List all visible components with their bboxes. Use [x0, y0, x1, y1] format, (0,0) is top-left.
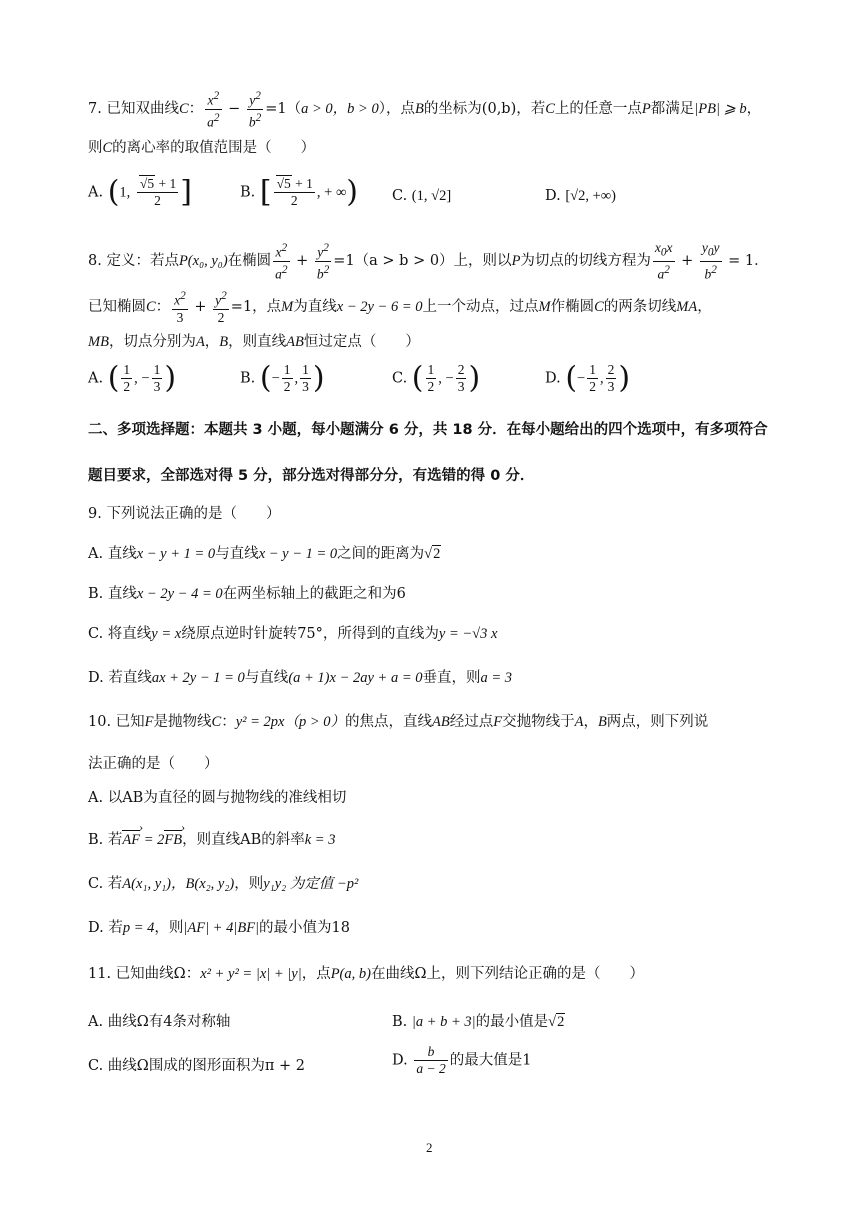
q8-line3: MB，切点分别为A，B，则直线AB恒过定点（ ）: [88, 334, 420, 350]
q7-option-c: [392, 188, 451, 205]
q7-opt-b-label: B.: [240, 184, 256, 201]
q8-line2-eq: x − 2y − 6 = 0: [336, 298, 423, 315]
q9-b-end: 在两坐标轴上的截距之和为6: [222, 586, 406, 602]
q8-line2-end2: 的两条切线: [603, 298, 677, 315]
section2-heading-line2: 题目要求，全部选对得 5 分，部分选对得部分分，有选错的得 0 分．: [88, 468, 535, 484]
q7-option-a: A. (1, $\frac{√5 + 1}{2}$ ]: [88, 174, 192, 210]
q7-anypoint: 上的任意一点: [554, 101, 642, 117]
q7-opt-d-val: [√2, +∞): [565, 188, 616, 204]
q8-option-a: A. ( $\frac{1}{2}$ , − $\frac{1}{3}$ ): [88, 360, 177, 396]
q10-b-mid: ，则直线AB的斜率: [182, 832, 305, 848]
q10-prefix2: 是抛物线: [153, 714, 212, 730]
q11-b-expr: |a + b + 3|: [411, 1014, 476, 1030]
q9-c-mid: 绕原点逆时针旋转75°，所得到的直线为: [181, 626, 439, 642]
q7-satisfies: 都满足: [650, 101, 695, 117]
q7-ineq: |PB| ⩾ b: [694, 101, 747, 117]
q8-line2-end: 作椭圆: [550, 298, 595, 315]
q10-line1: 10. 已知F是抛物线C：y² = 2px（p > 0）的焦点，直线AB经过点F交抛物线于A，B两点，则下列说: [88, 714, 709, 730]
q11-option-a: A. 曲线Ω有4条对称轴: [88, 1014, 231, 1030]
q10-mid3: 交抛物线于: [502, 714, 575, 730]
q7-option-b: B. [ $\frac{√5 + 1}{2}$ , + ∞): [240, 174, 358, 210]
q11-option-c: C. 曲线Ω围成的图形面积为π + 2: [88, 1058, 305, 1074]
q10-d-pre: D. 若: [88, 920, 123, 936]
q11-line1: [88, 962, 644, 983]
q10-mid: 的焦点，直线: [345, 714, 432, 730]
q10-d-expr: |AF| + 4|BF|: [183, 920, 260, 936]
q11-mid: ，点: [301, 966, 331, 982]
q8-line2: 已知椭圆C： $\frac{x^2}{3}$ + $\frac{y^2}{2}$ =1，点M为直线x − 2y − 6 = 0上一个动点，过点M作椭圆C的两条切线MA，: [88, 290, 712, 325]
q10-d-end: 的最小值为18: [259, 920, 350, 936]
q7-opt-a-label: A.: [88, 184, 104, 201]
q11-d-end: 的最大值是1: [449, 1052, 532, 1069]
q10-c-pts: A(x₁, y₁)，B(x₂, y₂): [122, 876, 235, 892]
q9-stem: 9. 下列说法正确的是（ ）: [88, 506, 281, 522]
q10-option-b: B. 若AF › = 2FB ›，则直线AB的斜率k = 3: [88, 828, 335, 849]
q8-line2-line: 为直线: [293, 298, 337, 315]
q8-line2-mid: =1，点: [230, 298, 282, 315]
q9-c-label: C. 将直线: [88, 626, 152, 642]
q11-option-b: B. |a + b + 3|的最小值是√2: [392, 1014, 565, 1030]
q9-d-label: D. 若直线: [88, 670, 152, 686]
q10-eq: y² = 2px（p > 0）: [235, 714, 345, 730]
q8-line3c: 恒过定点（ ）: [303, 334, 420, 350]
q10-d-mid: ，则: [154, 920, 184, 936]
q8-tangent: 为切点的切线方程为: [520, 253, 651, 270]
q8-option-d: D. (− $\frac{1}{2}$ , $\frac{2}{3}$ ): [545, 360, 631, 396]
q8-line1: 8. 定义：若点P(x₀, y₀)在椭圆 $\frac{x^2}{a^2}$ + $\frac{y^2}{b^2}$ =1（a > b > 0）上，则以P为切点的切线方程为 $\frac{x_0x}{a^2}$ + $\frac{y_0y}{b^2}$ = 1．: [88, 240, 769, 282]
q10-option-d: [88, 916, 350, 937]
q9-c-eq: y = x: [151, 626, 182, 642]
q7-opt-c-val: (1, √2]: [411, 188, 452, 204]
q8-pcoord: P(x₀, y₀): [178, 253, 228, 270]
q9-d-ans: a = 3: [480, 670, 513, 686]
q10-c-pre: C. 若: [88, 876, 123, 892]
q9-a-eq1: x − y + 1 = 0: [136, 546, 216, 562]
q8-line2-prefix: 已知椭圆: [88, 298, 146, 315]
q11-d-pre: D.: [392, 1052, 408, 1069]
q7-option-d: [545, 188, 616, 205]
q7-prefix: 7. 已知双曲线: [88, 101, 179, 117]
page-number: 2: [426, 1140, 433, 1155]
q10-line2: 法正确的是（ ）: [88, 756, 219, 772]
q11-eq: x² + y² = |x| + |y|: [200, 966, 302, 982]
q9-a-mid: 与直线: [215, 546, 259, 562]
section2-heading-line1: 二、多项选择题：本题共 3 小题，每小题满分 6 分，共 18 分．在每小题给出的四个选项中，有多项符合: [88, 422, 768, 438]
q10-prefix: 10. 已知: [88, 714, 145, 730]
q9-d-eq1: ax + 2y − 1 = 0: [151, 670, 245, 686]
q11-prefix: 11. 已知曲线Ω：: [88, 966, 201, 982]
q8-prefix: 8. 定义：若点: [88, 253, 179, 270]
q7-cond: a > 0，b > 0: [301, 101, 379, 117]
q8-opt-c-label: C.: [392, 370, 408, 387]
q8-line3-text: ，切点分别为: [108, 334, 196, 350]
q7-opt-d-label: D.: [545, 188, 561, 204]
q9-d-mid: 与直线: [244, 670, 289, 686]
q7-after-cond: ），点: [378, 101, 415, 117]
q11-b-pre: B.: [392, 1014, 408, 1030]
q10-option-c: [88, 872, 358, 893]
q7-eq: =1（: [265, 101, 302, 117]
q8-opt-a-label: A.: [88, 370, 104, 387]
q10-mid2: 经过点: [449, 714, 494, 730]
q7-line2: 则C的离心率的取值范围是（ ）: [88, 140, 316, 156]
q8-opt-b-label: B.: [240, 370, 256, 387]
q11-pt: P(a, b): [330, 966, 371, 982]
q9-option-d: [88, 666, 512, 687]
q9-option-b: [88, 582, 406, 603]
q8-line2-suffix: 上一个动点，过点: [422, 298, 539, 315]
q9-c-eq2: y = −√3 x: [438, 626, 498, 642]
q9-a-end: 之间的距离为: [337, 546, 425, 562]
q7-line2-text: 的离心率的取值范围是（ ）: [112, 140, 316, 156]
q10-d-p: p = 4: [122, 920, 155, 936]
q11-end: 在曲线Ω上，则下列结论正确的是（ ）: [370, 966, 644, 982]
q8-option-b: B. (− $\frac{1}{2}$ , $\frac{1}{3}$ ): [240, 360, 325, 396]
q11-b-end: 的最小值是: [475, 1014, 549, 1030]
q11-option-d: D. $\frac{b}{a - 2}$ 的最大值是1: [392, 1044, 532, 1076]
q8-on-ellipse: 在椭圆: [227, 253, 272, 270]
q10-b-pre: B. 若: [88, 832, 123, 848]
q10-option-a: A. 以AB为直径的圆与抛物线的准线相切: [88, 790, 347, 806]
q7-line1: 7. 已知双曲线C： $\frac{x^2}{a^2}$ − $\frac{y^2}{b^2}$ =1（a > 0，b > 0），点B的坐标为(0,b)，若C上的任意一点P都满足|PB| ⩾ b，: [88, 90, 762, 129]
q9-a-label: A. 直线: [88, 546, 137, 562]
q7-opt-c-label: C.: [392, 188, 408, 204]
q9-b-label: B. 直线: [88, 586, 137, 602]
q9-option-c: [88, 622, 497, 643]
q7-bcoord: 的坐标为(0,b)，若: [423, 101, 546, 117]
q9-d-end: 垂直，则: [422, 670, 481, 686]
q9-d-eq2: (a + 1)x − 2ay + a = 0: [288, 670, 423, 686]
q9-a-eq2: x − y − 1 = 0: [258, 546, 338, 562]
q10-mid4: 两点，则下列说: [606, 714, 709, 730]
q8-line3b: ，则直线: [228, 334, 287, 350]
q8-option-c: C. ( $\frac{1}{2}$ , − $\frac{2}{3}$ ): [392, 360, 481, 396]
q10-b-ans: k = 3: [304, 832, 336, 848]
q8-opt-d-label: D.: [545, 370, 561, 387]
q9-b-eq: x − 2y − 4 = 0: [136, 586, 223, 602]
q8-cond: =1（a > b > 0）上，则以: [333, 253, 512, 270]
q10-c-end: ，则: [234, 876, 264, 892]
q10-c-ans: y₁y₂ 为定值 −p²: [263, 876, 359, 892]
q9-option-a: A. 直线x − y + 1 = 0与直线x − y − 1 = 0之间的距离为√2: [88, 546, 441, 562]
